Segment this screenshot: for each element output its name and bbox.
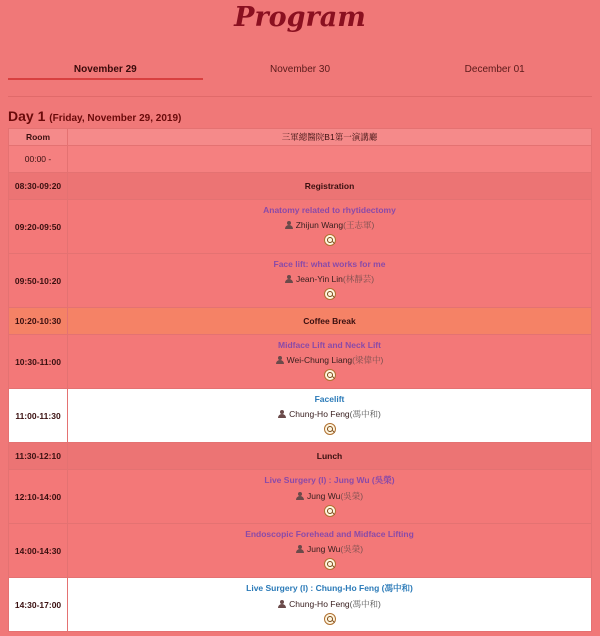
- magnifier-icon[interactable]: [324, 288, 336, 300]
- table-row: [9, 200, 592, 254]
- talk-title-link[interactable]: Endoscopic Forehead and Midface Lifting: [245, 529, 414, 539]
- table-row: [9, 443, 592, 470]
- session-time: 12:10-14:00: [9, 470, 68, 524]
- session-content: [68, 254, 592, 308]
- schedule-table: [8, 128, 592, 632]
- magnifier-icon[interactable]: [324, 613, 336, 625]
- person-icon: [296, 545, 304, 553]
- session-time: 11:30-12:10: [9, 443, 68, 470]
- details-button: [68, 231, 591, 248]
- session-content: [68, 524, 592, 578]
- table-row: [9, 173, 592, 200]
- speaker-name-cjk: (林靜芸): [342, 274, 375, 284]
- talk-title-link[interactable]: Anatomy related to rhytidectomy: [263, 205, 396, 215]
- day-label: Day 1: [8, 108, 46, 124]
- speaker: [68, 543, 591, 555]
- tabs-divider: [8, 96, 592, 97]
- day-heading: [8, 108, 181, 124]
- person-icon: [285, 221, 293, 229]
- speaker: [68, 219, 591, 231]
- details-button: [68, 555, 591, 572]
- details-button: [68, 610, 591, 627]
- speaker-name: Chung-Ho Feng: [289, 599, 350, 609]
- table-row: [9, 578, 592, 632]
- table-row: [9, 389, 592, 443]
- talk-title-link[interactable]: Midface Lift and Neck Lift: [278, 340, 381, 350]
- speaker: [68, 273, 591, 285]
- session-time: 10:30-11:00: [9, 335, 68, 389]
- room-name: 三軍總醫院B1第一演講廳: [68, 129, 592, 146]
- details-button: [68, 366, 591, 383]
- talk-title-link[interactable]: Face lift: what works for me: [273, 259, 386, 269]
- speaker-name-cjk: (馮中和): [349, 409, 381, 419]
- speaker-name-cjk: (梁偉中): [352, 355, 384, 365]
- table-row: [9, 470, 592, 524]
- details-button: [68, 285, 591, 302]
- session-time: 11:00-11:30: [9, 389, 68, 443]
- magnifier-icon[interactable]: [324, 505, 336, 517]
- speaker: [68, 598, 591, 610]
- session-content: [68, 200, 592, 254]
- speaker-name: Jung Wu: [306, 544, 341, 554]
- person-icon: [278, 410, 286, 418]
- day-date: (Friday, November 29, 2019): [49, 113, 182, 124]
- magnifier-icon[interactable]: [324, 423, 336, 435]
- session-time: 09:50-10:20: [9, 254, 68, 308]
- session-content: [68, 335, 592, 389]
- talk-title-link[interactable]: Facelift: [314, 394, 345, 404]
- session-time: 10:20-10:30: [9, 308, 68, 335]
- session-time: 08:30-09:20: [9, 173, 68, 200]
- details-button: [68, 502, 591, 519]
- session-content: [68, 578, 592, 632]
- speaker: [68, 408, 591, 420]
- break-title: Registration: [68, 173, 592, 200]
- break-title: Coffee Break: [68, 308, 592, 335]
- speaker-name: Jung Wu: [306, 491, 341, 501]
- start-time: 00:00 -: [9, 146, 68, 173]
- table-row: [9, 335, 592, 389]
- start-content: [68, 146, 592, 173]
- speaker-name: Zhijun Wang: [295, 220, 344, 230]
- table-row: [9, 254, 592, 308]
- session-time: 09:20-09:50: [9, 200, 68, 254]
- speaker-name-cjk: (吳榮): [340, 491, 364, 501]
- magnifier-icon[interactable]: [324, 558, 336, 570]
- table-header-row: [9, 129, 592, 146]
- speaker-name: Wei-Chung Liang: [286, 355, 353, 365]
- table-row-start: [9, 146, 592, 173]
- page-title: Program: [234, 2, 366, 33]
- table-row: [9, 524, 592, 578]
- speaker: [68, 354, 591, 366]
- person-icon: [278, 600, 286, 608]
- tab-december-01[interactable]: December 01: [464, 64, 525, 75]
- tab-november-30[interactable]: November 30: [269, 64, 331, 75]
- session-content: [68, 389, 592, 443]
- person-icon: [285, 275, 293, 283]
- speaker-name: Chung-Ho Feng: [289, 409, 350, 419]
- magnifier-icon[interactable]: [324, 369, 336, 381]
- speaker: [68, 490, 591, 502]
- break-title: Lunch: [68, 443, 592, 470]
- talk-title-link[interactable]: Live Surgery (I) : Chung-Ho Feng (馮中和): [246, 583, 413, 593]
- speaker-name: Jean-Yin Lin: [295, 274, 343, 284]
- session-content: [68, 470, 592, 524]
- session-time: 14:00-14:30: [9, 524, 68, 578]
- details-button: [68, 420, 591, 437]
- speaker-name-cjk: (吳榮): [340, 544, 364, 554]
- date-tabs: [8, 58, 592, 82]
- person-icon: [276, 356, 284, 364]
- talk-title-link[interactable]: Live Surgery (I) : Jung Wu (吳榮): [264, 475, 395, 485]
- magnifier-icon[interactable]: [324, 234, 336, 246]
- person-icon: [296, 492, 304, 500]
- table-row: [9, 308, 592, 335]
- speaker-name-cjk: (王志軍): [343, 220, 375, 230]
- session-time: 14:30-17:00: [9, 578, 68, 632]
- speaker-name-cjk: (馮中和): [349, 599, 381, 609]
- room-header: Room: [9, 129, 68, 146]
- tab-november-29[interactable]: November 29: [8, 58, 203, 82]
